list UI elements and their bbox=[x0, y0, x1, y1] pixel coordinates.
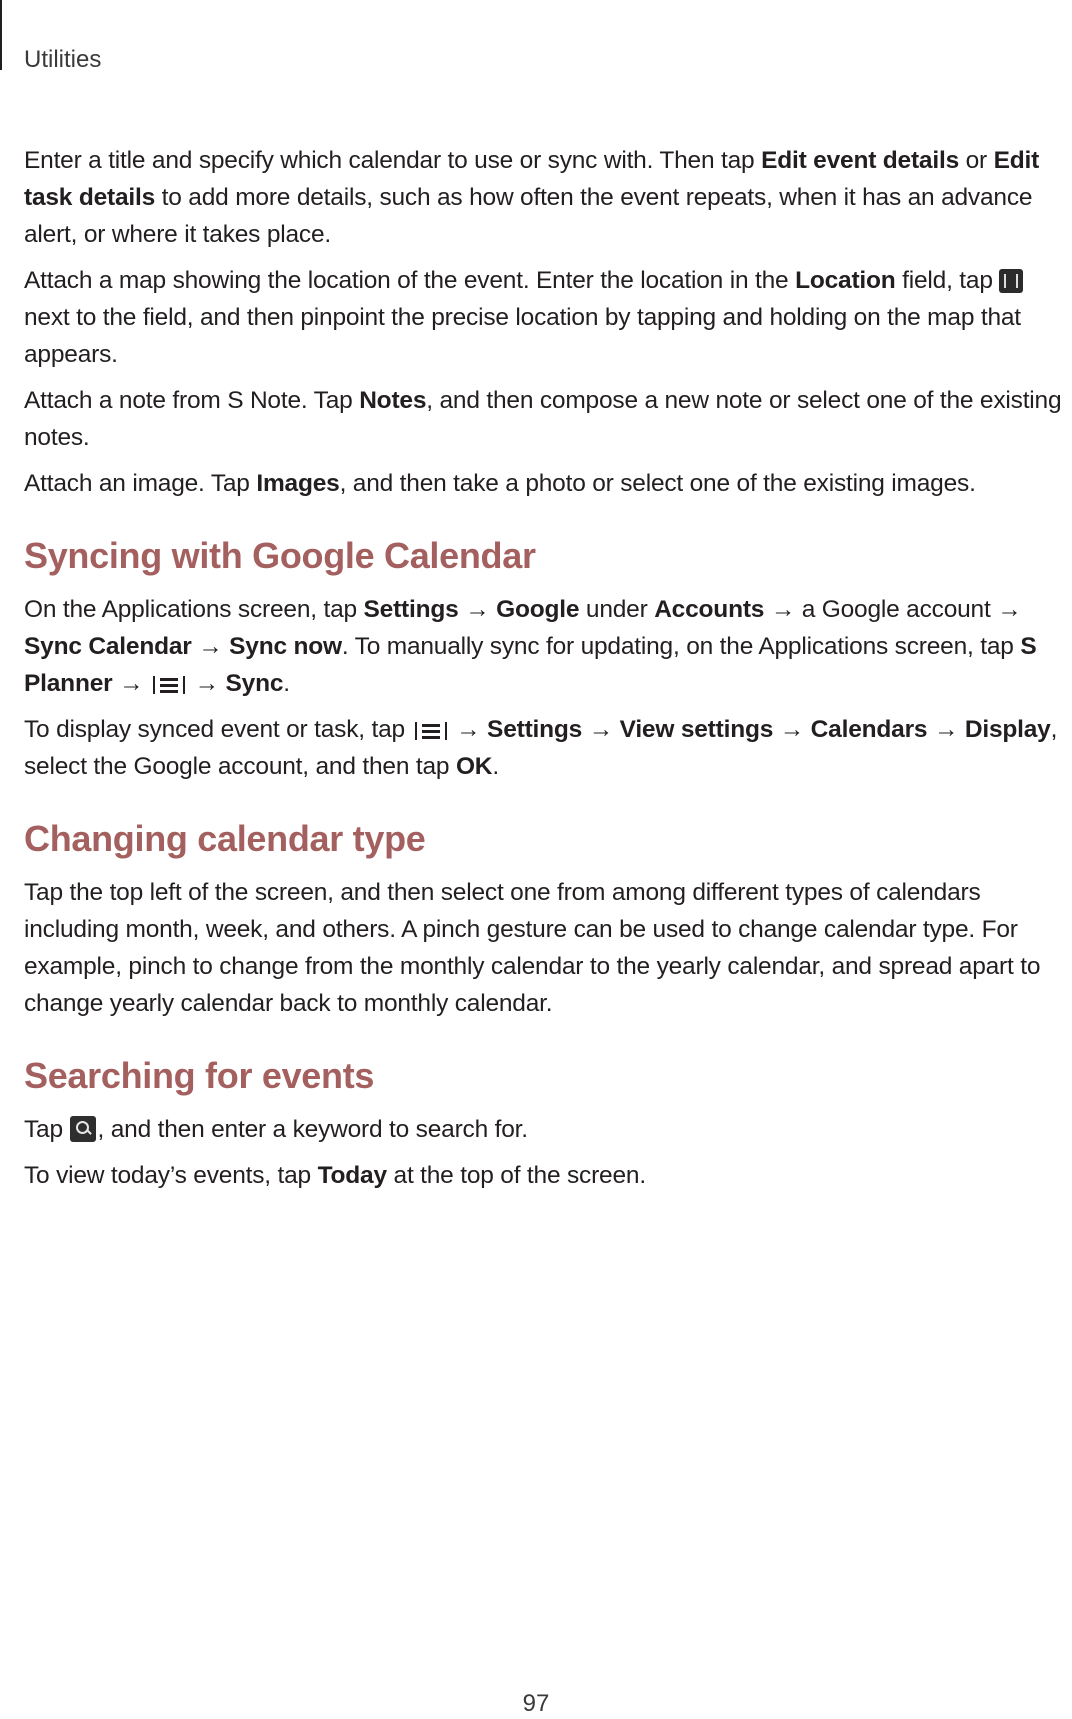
searching-paragraph-2: To view today’s events, tap Today at the top of the screen. bbox=[24, 1162, 646, 1189]
section-heading-searching: Searching for events bbox=[24, 1055, 375, 1096]
search-icon bbox=[70, 1116, 96, 1142]
map-icon bbox=[999, 269, 1023, 293]
syncing-paragraph-1: On the Applications screen, tap Settings → Google under Accounts → a Google account → Sync Calendar → Sync now. To manually sync for updating, on the Applications screen, tap S Planner → → Sync. bbox=[24, 596, 1037, 697]
section-heading-calendar-type: Changing calendar type bbox=[24, 818, 426, 859]
section-label: Utilities bbox=[24, 46, 102, 73]
intro-paragraph-3: Attach a note from S Note. Tap Notes, and then compose a new note or select one of the existing notes. bbox=[24, 387, 1062, 451]
page-content bbox=[24, 142, 1064, 1203]
intro-paragraph-1: Enter a title and specify which calendar to use or sync with. Then tap Edit event details or Edit task details to add more details, such as how often the event repeats, when it has an advance alert, or where it takes place. bbox=[24, 147, 1040, 248]
syncing-paragraph-2: To display synced event or task, tap → Settings → View settings → Calendars → Display, select the Google account, and then tap OK. bbox=[24, 716, 1058, 780]
searching-paragraph-1: Tap , and then enter a keyword to search for. bbox=[24, 1116, 528, 1143]
section-heading-syncing: Syncing with Google Calendar bbox=[24, 535, 536, 576]
intro-paragraph-2: Attach a map showing the location of the event. Enter the location in the Location field, tap next to the field, and then pinpoint the precise location by tapping and holding on the map that appears. bbox=[24, 262, 1064, 373]
page-edge-line bbox=[0, 0, 2, 70]
menu-icon bbox=[415, 720, 447, 742]
calendar-type-paragraph: Tap the top left of the screen, and then select one from among different types of calendars including month, week, and others. A pinch gesture can be used to change calendar type. For example, pinch to change from the monthly calendar to the yearly calendar, and spread apart to change yearly calendar back to monthly calendar. bbox=[24, 879, 1041, 1017]
intro-paragraph-4: Attach an image. Tap Images, and then take a photo or select one of the existing images. bbox=[24, 470, 976, 497]
page-number: 97 bbox=[522, 1690, 550, 1717]
menu-icon bbox=[153, 674, 185, 696]
